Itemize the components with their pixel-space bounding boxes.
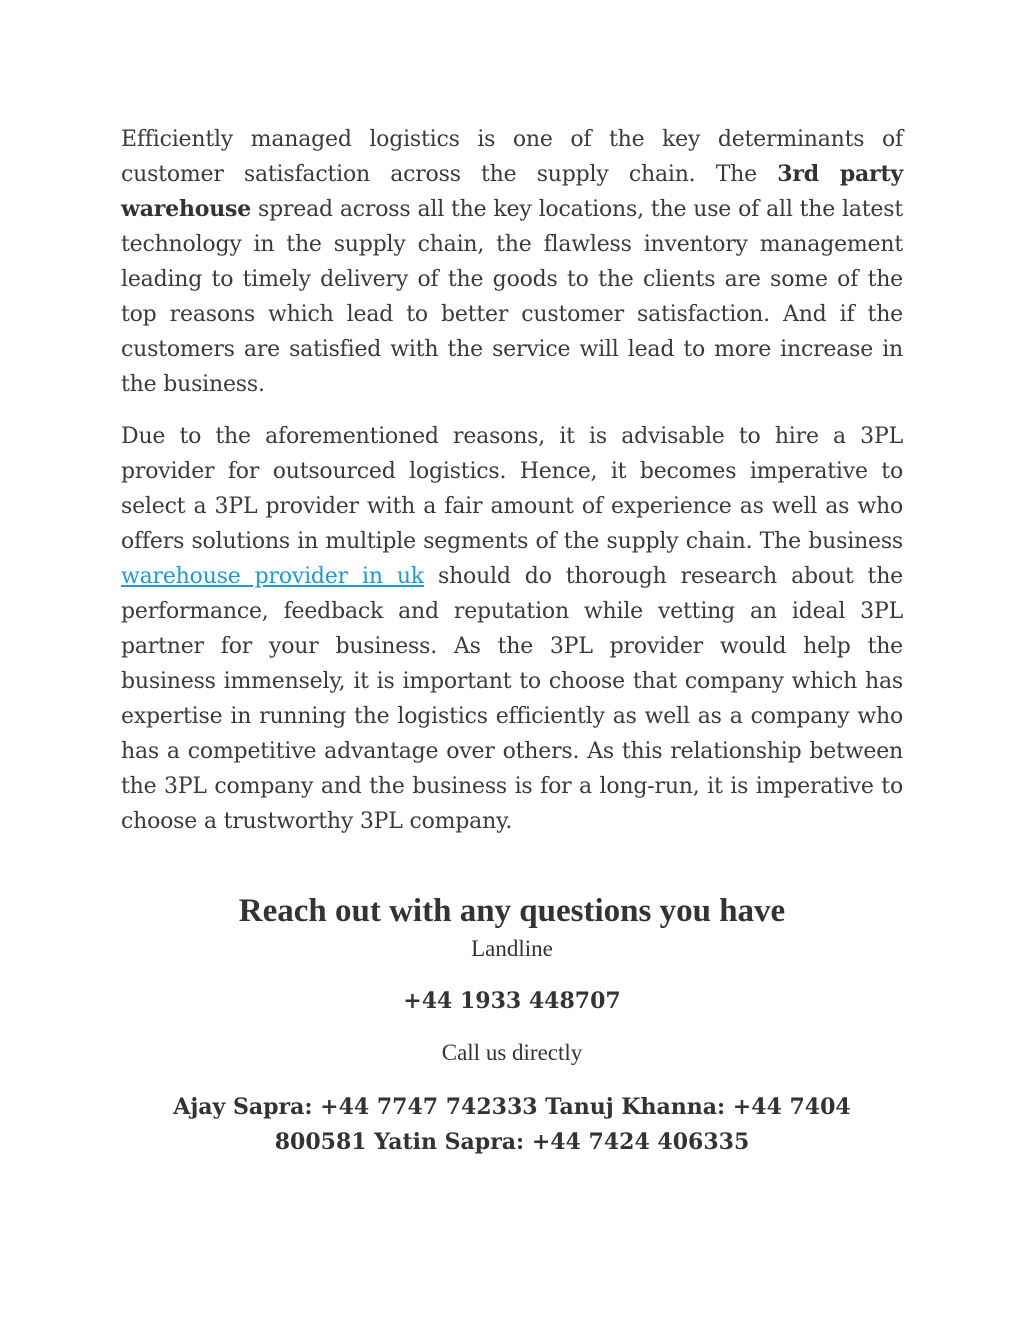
landline-label: Landline (471, 936, 553, 961)
paragraph-intro-text-end: spread across all the key locations, the use of all the latest technology in the supply chain, the flawless inventory management leading to timely delivery of the goods to the clients are some of the top reasons which lead to better customer satisfaction. And if the customers are satisfied with the service will lead to more increase in the business. (121, 197, 903, 397)
paragraph-advice (121, 419, 903, 839)
contact-section (0, 888, 1024, 1160)
document-body (121, 122, 903, 839)
paragraph-intro (121, 122, 903, 402)
paragraph-advice-text-end: should do thorough research about the performance, feedback and reputation while vetting an ideal 3PL partner for your business. As the 3PL provider would help the business immensely, it is important to choose that company which has expertise in running the logistics efficiently as well as a company who has a competitive advantage over others. As this relationship between the 3PL company and the business is for a long-run, it is imperative to choose a trustworthy 3PL company. (121, 564, 903, 834)
bold-term-3rd-party-warehouse: 3rd party warehouse (121, 161, 903, 222)
contact-heading: Reach out with any questions you have (238, 893, 786, 929)
direct-call-label: Call us directly (441, 1040, 583, 1065)
paragraph-advice-text-start: Due to the aforementioned reasons, it is advisable to hire a 3PL provider for outsourced logistics. Hence, it becomes imperative to select a 3PL provider with a fair amount of experience as well as who offers solutions in multiple segments of the supply chain. The business (121, 424, 903, 554)
direct-phone-numbers: Ajay Sapra: +44 7747 742333 Tanuj Khanna: +44 7404 800581 Yatin Sapra: +44 7424 406335 (173, 1094, 851, 1155)
paragraph-intro-text-start: Efficiently managed logistics is one of the key determinants of customer satisfaction across the supply chain. The (121, 127, 903, 187)
landline-number: +44 1933 448707 (403, 988, 621, 1014)
warehouse-provider-link[interactable]: warehouse provider in uk (121, 564, 424, 589)
